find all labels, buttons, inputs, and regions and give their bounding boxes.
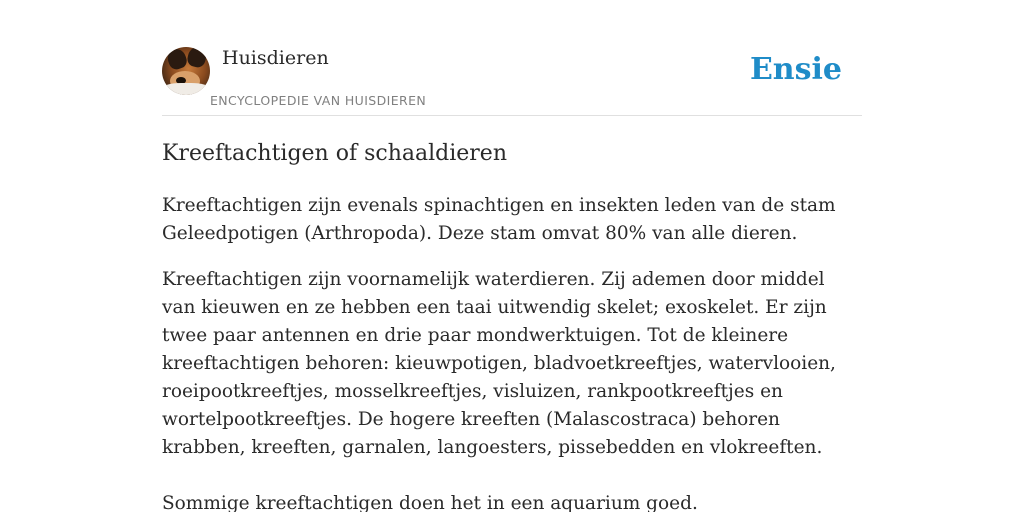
site-subtitle: ENCYCLOPEDIE VAN HUISDIEREN <box>210 93 427 108</box>
page <box>162 0 862 512</box>
article-body <box>162 192 862 512</box>
site-name-link[interactable]: Huisdieren <box>222 47 329 69</box>
site-header <box>162 0 862 116</box>
brand-logo-link[interactable]: Ensie <box>749 52 842 87</box>
article-title: Kreeftachtigen of schaaldieren <box>162 141 507 166</box>
avatar-dog-ear-left <box>165 47 189 71</box>
article-paragraph: Kreeftachtigen zijn evenals spinachtigen en insekten leden van de stam Geleedpotigen (Arthropoda). Deze stam omvat 80% van alle dieren. <box>162 195 836 244</box>
article-paragraph: Sommige kreeftachtigen doen het in een aquarium goed. <box>162 493 698 512</box>
avatar-dog-paw <box>162 83 210 95</box>
article-paragraph: Kreeftachtigen zijn voornamelijk waterdieren. Zij ademen door middel van kieuwen en ze hebben een taai uitwendig skelet; exoskelet. Er zijn twee paar antennen en drie paar mondwerktuigen. Tot de kleinere kreeftachtigen behoren: kieuwpotigen, bladvoetkreeftjes, watervlooien, roeipootkreeftjes, mosselkreeftjes, visluizen, rankpootkreeftjes en wortelpootkreeftjes. De hogere kreeften (Malascostraca) behoren krabben, kreeften, garnalen, langoesters, pissebedden en vlokreeften. <box>162 269 836 458</box>
avatar[interactable] <box>162 47 210 95</box>
avatar-dog-ear-right <box>186 47 209 69</box>
